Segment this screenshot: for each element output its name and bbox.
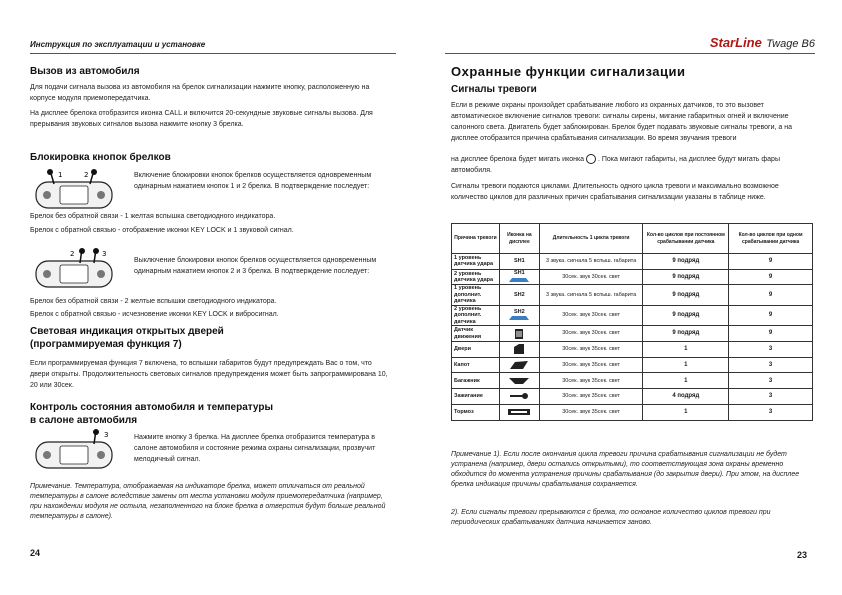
alarm-table (451, 223, 813, 421)
key-fob-lock-image (30, 168, 118, 214)
cell-icon (499, 269, 539, 285)
lock-on-feedback: Брелок с обратной связью - отображение иконки KEY LOCK и 1 звуковой сигнал. (30, 227, 294, 234)
cell-cause: 1 уровень датчика удара (452, 254, 500, 270)
fob-key-label-3: 3 (102, 250, 107, 258)
table-row (452, 389, 813, 405)
fob-key-label-2: 2 (70, 250, 75, 258)
table-row (452, 373, 813, 389)
cell-icon (499, 404, 539, 420)
cell-duration: 30сек. звук 35сек. свет (539, 357, 643, 373)
cell-single: 9 (729, 285, 813, 306)
left-page-number: 24 (30, 548, 41, 558)
cell-const: 1 (643, 404, 729, 420)
table-row (452, 285, 813, 306)
cell-duration: 30сек. звук 30сек. свет (539, 269, 643, 285)
cell-const: 9 подряд (643, 326, 729, 342)
key-fob-unlock-image (30, 247, 118, 293)
cell-single: 9 (729, 305, 813, 326)
alarm-note-1: Примечание 1). Если после окончания цикла тревоги причина срабатывания сигнализации не будет устранена (например, двери остались открытыми), то соответствующая зона охраны временно обходится до момента устранения причины срабатывания (до закрытия двери). При этом, на дисплее брелка индикация причины срабатывания сохраняется. (451, 451, 800, 488)
extra-sensor-icon: SH2 (514, 308, 525, 315)
cell-duration: 30сек. звук 30сек. свет (539, 326, 643, 342)
table-row (452, 269, 813, 285)
left-page-header: Инструкция по эксплуатации и установке (30, 40, 396, 54)
cell-icon (499, 254, 539, 270)
cell-duration: 3 звука. сигнала 5 вспыш. габарита (539, 285, 643, 306)
cell-cause: Зажигание (452, 389, 500, 405)
car-alert-icon (508, 277, 530, 283)
cell-duration: 30сек. звук 35сек. свет (539, 404, 643, 420)
ignition-key-icon (508, 392, 530, 400)
table-row (452, 342, 813, 358)
cell-duration: 30сек. звук 30сек. свет (539, 305, 643, 326)
starline-logo: StarLine (709, 35, 762, 50)
brake-icon (507, 408, 531, 416)
cell-duration: 30сек. звук 35сек. свет (539, 342, 643, 358)
table-row (452, 254, 813, 270)
col-header-duration: Длительность 1 цикла тревоги (539, 224, 643, 254)
cell-single: 3 (729, 404, 813, 420)
shock-sensor-icon: SH1 (514, 258, 525, 265)
section-doors-title-1: Световая индикация открытых дверей (30, 326, 224, 337)
table-header-row (452, 224, 813, 254)
table-row (452, 357, 813, 373)
cell-const: 4 подряд (643, 389, 729, 405)
cell-single: 9 (729, 326, 813, 342)
lock-off-text: Выключение блокировки кнопок брелков осуществляется одновременным одинарным нажатием кнопок 2 и 3 брелка. В подтверждение последует: (134, 257, 377, 275)
section-alarm-title: Охранные функции сигнализации (451, 64, 686, 79)
right-page-header (445, 34, 815, 54)
cell-duration: 30сек. звук 35сек. свет (539, 389, 643, 405)
col-header-icon: Иконка на дисплее (499, 224, 539, 254)
fob-key-label-1: 1 (58, 171, 63, 179)
alarm-note-2: 2). Если сигналы тревоги прерываются с брелка, то основное количество циклов тревоги при периодических срабатываниях датчика начинается заново. (451, 509, 771, 526)
fob-key-label-2: 2 (84, 171, 89, 179)
cell-const: 1 (643, 373, 729, 389)
model-name: Twage B6 (766, 38, 815, 50)
cell-const: 9 подряд (643, 285, 729, 306)
shock-sensor-icon: SH1 (514, 270, 525, 277)
cell-cause: Двери (452, 342, 500, 358)
cell-icon (499, 357, 539, 373)
alarm-text-1: Если в режиме охраны произойдет срабатывание любого из охранных датчиков, то это вызовет автоматическое включение сигналов тревоги: сигналы сирены, мигание габаритных огней и включение салонного света. Двигатель будет заблокирован. Брелок будет подавать звуковые сигналы тревоги, а на дисплее отобразится причина срабатывания сигнализации. Во время звучания тревоги (451, 102, 792, 142)
door-icon (512, 343, 526, 355)
lock-off-no-feedback: Брелок без обратной связи - 2 желтые вспышки светодиодного индикатора. (30, 298, 277, 305)
table-row (452, 326, 813, 342)
extra-sensor-icon: SH2 (514, 291, 525, 298)
cell-single: 3 (729, 342, 813, 358)
section-call-text-2: На дисплее брелока отобразится иконка CALL и включится 20-секундные звуковые сигналы вызова. Для прерывания звуковых сигналов вызова нажмите кнопку 3 брелка. (30, 110, 373, 128)
alarm-text-2: Сигналы тревоги подаются циклами. Длительность одного цикла тревоги и максимально возможное количество циклов для различных причин срабатывания сигнализации указаны в таблице ниже. (451, 183, 779, 201)
col-header-const: Кол-во циклов при постоянном срабатывании датчика (643, 224, 729, 254)
alarm-text-1b-pre: на дисплее брелока будет мигать иконка (451, 156, 585, 163)
cell-cause: 1 уровень дополнит. датчика (452, 285, 500, 306)
cell-cause: Датчик движения (452, 326, 500, 342)
car-alert-icon (508, 315, 530, 321)
section-lock-title: Блокировка кнопок брелков (30, 152, 171, 163)
cell-icon (499, 285, 539, 306)
lock-on-no-feedback: Брелок без обратной связи - 1 желтая вспышка светодиодного индикатора. (30, 213, 276, 220)
lock-on-text: Включение блокировки кнопок брелков осуществляется одновременным одинарным нажатием кнопок 1 и 2 брелка. В подтверждение последует: (134, 172, 372, 190)
alarm-text-1b (451, 154, 813, 176)
cell-cause: Багажник (452, 373, 500, 389)
cell-single: 3 (729, 389, 813, 405)
section-doors-title-2: (программируемая функция 7) (30, 339, 182, 350)
cell-const: 9 подряд (643, 254, 729, 270)
cell-icon (499, 326, 539, 342)
motion-sensor-icon (514, 328, 524, 340)
hood-icon (509, 360, 529, 370)
cell-const: 1 (643, 342, 729, 358)
cell-icon (499, 373, 539, 389)
section-temp-text: Нажмите кнопку 3 брелка. На дисплее брелка отобразится температура в салоне автомобиля и состояние режима охраны сигнализации, прозвучит мелодичный сигнал. (134, 434, 376, 463)
cell-cause: Капот (452, 357, 500, 373)
alarm-text-1b-post: . Пока мигают габариты, на дисплее будут мигать фары автомобиля. (451, 156, 780, 174)
call-icon (586, 154, 596, 164)
section-temp-title-2: в салоне автомобиля (30, 415, 138, 426)
table-row (452, 404, 813, 420)
right-page (421, 0, 842, 595)
cell-const: 9 подряд (643, 305, 729, 326)
section-call-text-1: Для подачи сигнала вызова из автомобиля на брелок сигнализации нажмите кнопку, расположенную на корпусе модуля приемопередатчика. (30, 84, 370, 102)
cell-cause: 2 уровень датчика удара (452, 269, 500, 285)
cell-const: 1 (643, 357, 729, 373)
cell-single: 9 (729, 254, 813, 270)
cell-single: 9 (729, 269, 813, 285)
key-fob-temp-image (30, 428, 118, 474)
table-row (452, 305, 813, 326)
col-header-cause: Причина тревоги (452, 224, 500, 254)
left-note: Примечание. Температура, отображаемая на индикаторе брелка, может отличаться от реальной температуры в салоне вследствие замены от места установки модуля приемопередатчика (например, при нахождении модуля не остыла, незаполненного на блоке брелка в отверстия будут больше реальной температуры в салоне). (30, 483, 386, 520)
cell-cause: Тормоз (452, 404, 500, 420)
col-header-single: Кол-во циклов при одном срабатывании датчика (729, 224, 813, 254)
cell-const: 9 подряд (643, 269, 729, 285)
section-alarm-subtitle: Сигналы тревоги (451, 84, 537, 95)
cell-duration: 3 звука. сигнала 5 вспыш. габарита (539, 254, 643, 270)
cell-icon (499, 389, 539, 405)
cell-duration: 30сек. звук 35сек. свет (539, 373, 643, 389)
section-doors-text: Если программируемая функция 7 включена, то вспышки габаритов будут предупреждать Вас о том, что двери открыты. Продолжительность световых сигналов предупреждения может быть запрограммирована 10, 20 или 30сек. (30, 360, 388, 389)
fob-key-label-3: 3 (104, 431, 109, 439)
trunk-icon (508, 376, 530, 386)
cell-single: 3 (729, 357, 813, 373)
lock-off-feedback: Брелок с обратной связью - исчезновение иконки KEY LOCK и вибросигнал. (30, 311, 279, 318)
cell-cause: 2 уровень дополнит. датчика (452, 305, 500, 326)
cell-icon (499, 342, 539, 358)
section-call-title: Вызов из автомобиля (30, 66, 140, 77)
cell-icon (499, 305, 539, 326)
cell-single: 3 (729, 373, 813, 389)
section-temp-title-1: Контроль состояния автомобиля и температуры (30, 402, 274, 413)
right-page-number: 23 (797, 550, 808, 560)
